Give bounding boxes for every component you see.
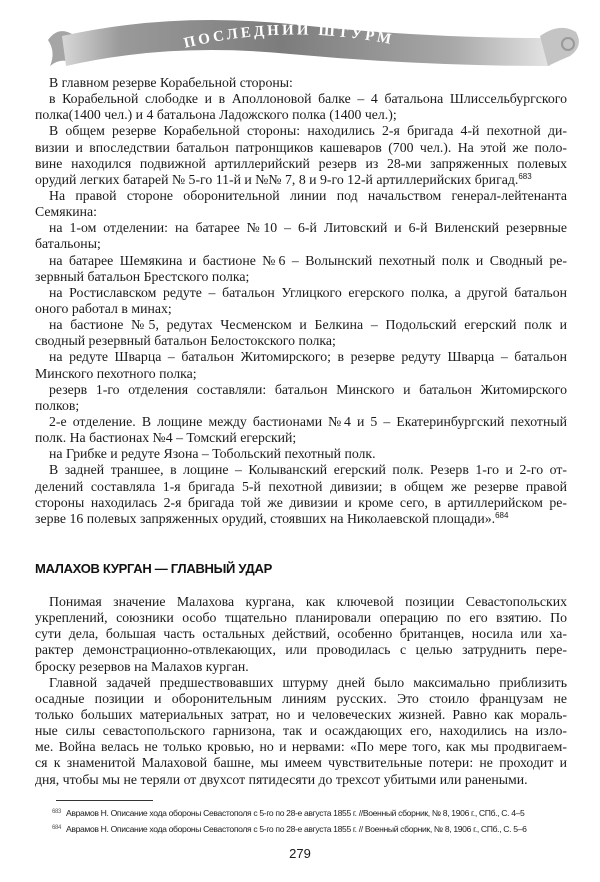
paragraph — [35, 220, 567, 252]
text-line — [35, 594, 567, 610]
paragraph — [35, 675, 567, 788]
page-number: 279 — [289, 846, 311, 861]
line-text: ся к знаменитой Малаховой башне, мы имеем чувствительные потери: не проходит и — [35, 755, 567, 771]
paragraph — [35, 317, 567, 349]
paragraph — [35, 414, 567, 446]
section-heading: МАЛАХОВ КУРГАН — ГЛАВНЫЙ УДАР — [35, 561, 272, 576]
text-line — [35, 707, 567, 723]
text-line — [35, 675, 567, 691]
text-line — [35, 723, 567, 739]
paragraph — [35, 349, 567, 381]
line-text: Минского пехотного полка; — [35, 365, 197, 381]
line-text: Главной задачей предшествовавших штурму дней было максимально приблизить — [49, 674, 567, 690]
text-line — [35, 220, 567, 236]
line-text: 2-е отделение. В лощине между бастионами №4 и 5 – Екатеринбургский пехотный — [49, 413, 567, 429]
text-line — [35, 511, 567, 527]
text-line — [35, 301, 567, 317]
text-line — [35, 317, 567, 333]
text-line — [35, 398, 567, 414]
line-text: на редуте Шварца – батальон Житомирского; в резерве редуту Шварца – батальон — [49, 349, 567, 365]
text-line — [35, 285, 567, 301]
text-line — [35, 236, 567, 252]
line-text: на Ростиславском редуте – батальон Углицкого егерского полка, а другой батальон — [49, 284, 567, 300]
chapter-banner — [0, 0, 600, 80]
line-text: Понимая значение Малахова кургана, как ключевой позиции Севастопольских — [49, 594, 567, 609]
text-line — [35, 107, 567, 123]
paragraph — [35, 382, 567, 414]
body-text-main — [35, 75, 567, 527]
text-line — [35, 495, 567, 511]
line-text: укреплений, союзники особо тщательно планировали операцию по его взятию. По — [35, 610, 567, 626]
banner-title: ПОСЛЕДНИЙ ШТУРМ — [182, 22, 396, 52]
line-text: В главном резерве Корабельной стороны: — [49, 75, 293, 90]
text-line — [35, 253, 567, 269]
line-text: зервный батальон Брестского полка; — [35, 268, 250, 284]
body-text-section — [35, 594, 567, 788]
line-text: полка(1400 чел.) и 4 батальона Ладожского полка (1400 чел.); — [35, 107, 397, 123]
paragraph — [35, 594, 567, 675]
footnote-ref[interactable]: 683 — [518, 171, 532, 181]
line-text: рактер демонстрационно-отвлекающих, или проводилась с целью затруднить пере- — [35, 642, 567, 658]
line-text: на Грибке и редуте Язона – Тобольский пехотный полк. — [49, 446, 376, 462]
text-line — [35, 626, 567, 642]
text-line — [35, 659, 567, 675]
text-line — [35, 610, 567, 626]
line-text: только больших материальных затрат, но и человеческих жизней. Равно как мораль- — [35, 706, 567, 722]
line-text: осадные позиции и оборонительным линиям русских. Это стоило французам не — [35, 690, 567, 706]
line-text: ные силы севастопольского гарнизона, так и осаждающих его, находились на изло- — [35, 723, 567, 739]
line-text: Семякина: — [35, 204, 97, 220]
footnote-text: Аврамов Н. Описание хода обороны Севастополя с 5-го по 28-е августа 1855 г. //Военный сборник, № 8, 1906 г., СПб., С. 4–5 — [65, 808, 525, 818]
line-text: зерве 16 полевых запряженных орудий, стоявших на Николаевской площади». — [35, 510, 496, 526]
line-text: визии и впоследствии батальон патронщиков кашеваров (700 чел.). На этой же поло- — [35, 139, 567, 155]
line-text: В общем резерве Корабельной стороны: находились 2-я бригада 4-й пехотной ди- — [49, 123, 567, 139]
line-text: на 1-ом отделении: на батарее №10 – 6-й Литовский и 6-й Виленский резервные — [49, 220, 567, 236]
line-text: орудий легких батарей № 5-го 11-й и №№ 7, 8 и 9-го 12-й артиллерийских бригад. — [35, 171, 519, 187]
text-line — [35, 691, 567, 707]
text-line — [35, 446, 567, 462]
footnote — [52, 808, 524, 818]
text-line — [35, 156, 567, 172]
line-text: на батарее Шемякина и бастионе №6 – Волынский пехотный полк и Сводный ре- — [49, 252, 567, 268]
paragraph — [35, 91, 567, 123]
footnote-number: 683 — [52, 809, 61, 815]
footnote-number: 684 — [52, 825, 61, 831]
paragraph — [35, 253, 567, 285]
line-text: стороны находилась 2-я бригада той же дивизии и кроме сего, в артиллерийском ре- — [35, 494, 567, 510]
line-text: сводный резервный батальон Белостокского полка; — [35, 333, 336, 349]
line-text: в Корабельной слободке и в Аполлоновой балке – 4 батальона Шлиссельбургского — [49, 91, 567, 107]
line-text: резерв 1-го отделения составляли: батальон Минского и батальон Житомирского — [49, 381, 567, 397]
text-line — [35, 172, 567, 188]
text-line — [35, 269, 567, 285]
text-line — [35, 349, 567, 365]
text-line — [35, 642, 567, 658]
line-text: полк. На бастионах №4 – Томский егерский; — [35, 430, 297, 446]
text-line — [35, 382, 567, 398]
text-line — [35, 739, 567, 755]
line-text: дня, чтобы мы не теряли от двухсот пятидесяти до трехсот убитыми или ранеными. — [35, 771, 528, 787]
line-text: оного работал в минах; — [35, 300, 172, 316]
text-line — [35, 204, 567, 220]
paragraph — [35, 285, 567, 317]
paragraph — [35, 188, 567, 220]
text-line — [35, 755, 567, 771]
text-line — [35, 188, 567, 204]
footnote-ref[interactable]: 684 — [495, 510, 509, 520]
line-text: На правой стороне оборонительной линии под начальством генерал-лейтенанта — [49, 187, 567, 203]
footnote-text: Аврамов Н. Описание хода обороны Севастополя с 5-го по 28-е августа 1855 г. // Военный сборник, № 8, 1906 г., СПб., С. 5–6 — [65, 824, 527, 834]
text-line — [35, 91, 567, 107]
text-line — [35, 462, 567, 478]
text-line — [35, 430, 567, 446]
line-text: ме. Война велась не только кровью, но и нервами: «По мере того, как мы продвигаем- — [35, 739, 567, 755]
line-text: В задней траншее, в лощине – Колыванский егерский полк. Резерв 1-го и 2-го от- — [49, 462, 567, 478]
line-text: полков; — [35, 397, 80, 413]
footnote — [52, 824, 527, 834]
text-line — [35, 75, 567, 91]
line-text: делений составляла 1-я бригада 5-й пехотной дивизии; в общем же резерве правой — [35, 478, 567, 494]
footnote-divider — [56, 800, 153, 801]
text-line — [35, 479, 567, 495]
line-text: сути дела, большая часть остальных действий, особенно британцев, носила или ха- — [35, 626, 567, 642]
paragraph — [35, 446, 567, 462]
paragraph — [35, 123, 567, 188]
paragraph — [35, 462, 567, 527]
line-text: вине находился подвижной артиллерийский резерв из 28-ми запряженных полевых — [35, 155, 567, 171]
text-line — [35, 123, 567, 139]
line-text: броску резервов на Малахов курган. — [35, 658, 249, 674]
text-line — [35, 333, 567, 349]
text-line — [35, 366, 567, 382]
text-line — [35, 140, 567, 156]
text-line — [35, 772, 567, 788]
line-text: батальоны; — [35, 236, 101, 252]
line-text: на бастионе №5, редутах Чесменском и Белкина – Подольский егерский полк и — [49, 317, 567, 333]
text-line — [35, 414, 567, 430]
paragraph — [35, 75, 567, 91]
